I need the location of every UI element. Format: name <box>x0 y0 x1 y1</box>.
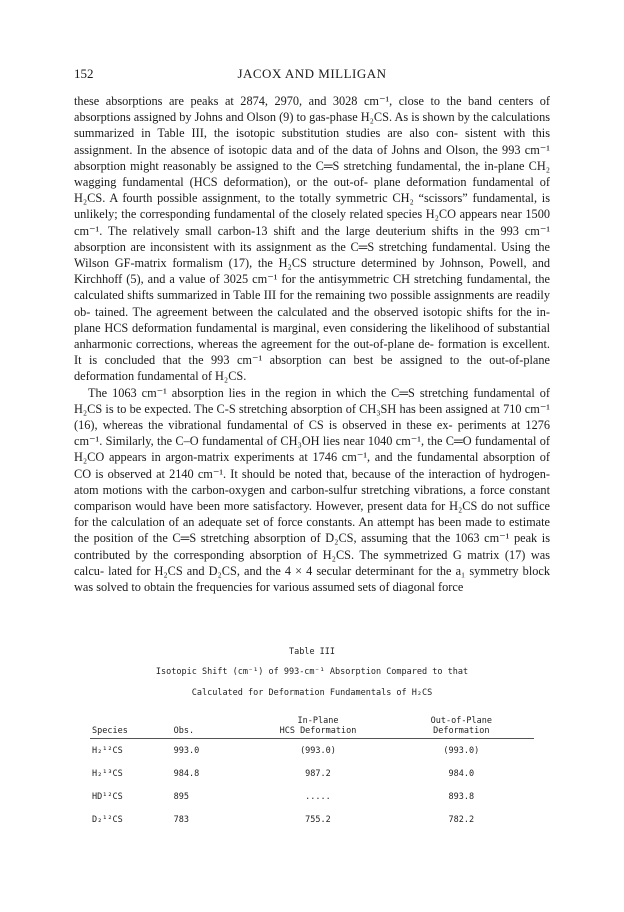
running-head: JACOX AND MILLIGAN <box>237 66 387 81</box>
text-line: satisfactory. However, present data for H₂CS do not suffice for the calculation of an <box>74 499 551 530</box>
text-line: plane deformation fundamental of H₂CS. A fourth possible assignment, to the totally <box>74 175 550 206</box>
table-caption-line-2: Calculated for Deformation Fundamentals of H₂CS <box>191 688 433 698</box>
text-line: Olson, the 993 cm⁻¹ absorption might reasonably be assigned to the C═S stretching <box>74 142 550 173</box>
page-number: 152 <box>74 66 94 81</box>
text-line: in-plane HCS deformation fundamental is marginal, even considering the likelihood of <box>74 304 550 335</box>
text-line: fundamental, the in-plane CH₂ wagging fundamental (HCS deformation), or the out-of- <box>74 158 550 190</box>
table-header-row <box>90 716 534 739</box>
text-line: calculations summarized in Table III, the isotopic substitution studies are also con- <box>74 110 551 141</box>
header-out-of-plane-line-1: Out-of-Plane <box>430 716 493 726</box>
cell-species: D₂¹²CS <box>92 814 123 825</box>
text-line: periments at 1276 cm⁻¹. Similarly, the C–O fundamental of CH₃OH lies near 1040 cm⁻¹, <box>74 418 551 449</box>
text-line: formation is excellent. It is concluded that the 993 cm⁻¹ absorption can best be assigned <box>74 337 550 368</box>
header-out-of-plane-line-2: Deformation <box>433 726 490 736</box>
text-line: substantial anharmonic corrections, whereas the agreement for the out-of-plane de- <box>74 320 551 352</box>
text-line: to the out-of-plane deformation fundamental of H₂CS. <box>74 353 550 384</box>
header-species: Species <box>90 716 174 739</box>
text-line: block was solved to obtain the frequencies for various assumed sets of diagonal force <box>74 563 550 595</box>
text-line: by the corresponding absorption of H₂CS. The symmetrized G matrix (17) was calcu- <box>74 547 550 578</box>
text-line: sistent with this assignment. In the absence of isotopic data and of the data of Johns and <box>74 126 551 157</box>
table-label: Table III <box>288 647 336 657</box>
text-line: the C═S stretching absorption of D₂CS, assuming that the 1063 cm⁻¹ peak is contributed <box>74 531 551 562</box>
table-caption-line-1: Isotopic Shift (cm⁻¹) of 993-cm⁻¹ Absorption Compared to that <box>155 667 469 677</box>
cell-in-plane: (993.0) <box>300 745 336 756</box>
text-line: tained. The agreement between the calculated and the observed isotopic shifts for the <box>95 304 532 319</box>
table-row <box>90 739 534 763</box>
table-iii <box>74 637 550 831</box>
text-line: carbon-sulfur stretching vibrations, a force constant comparison would have been more <box>74 482 550 514</box>
text-line: (17), the H₂CS structure determined by Johnson, Powell, and Kirchhoff (5), and a <box>74 256 550 287</box>
cell-in-plane: 755.2 <box>305 814 331 825</box>
text-line: value of 3025 cm⁻¹ for the antisymmetric CH stretching fundamental, the calculated <box>74 272 551 303</box>
text-line: shift and the large deuterium shifts in the 993 cm⁻¹ absorption are inconsistent with its <box>74 223 551 254</box>
cell-in-plane: 987.2 <box>305 768 331 779</box>
paragraph-2 <box>74 385 550 596</box>
text-line: that, because of the interaction of hydrogen-atom motions with the carbon-oxygen and <box>74 466 550 497</box>
text-line: lated for H₂CS and D₂CS, and the 4 × 4 secular determinant for the a₁ symmetry <box>108 563 519 578</box>
text-line: of H₂CS is to be expected. The C-S stretching absorption of CH₃SH has been assigned <box>74 385 550 416</box>
cell-obs: 783 <box>173 814 190 825</box>
text-line: at 710 cm⁻¹ (16), whereas the vibrational fundamental of CS is observed in these ex- <box>74 401 550 433</box>
cell-obs: 984.8 <box>173 768 200 779</box>
text-line: the closely related species H₂CO appears near 1500 cm⁻¹. The relatively small carbon-13 <box>74 207 551 238</box>
cell-out-of-plane: (993.0) <box>443 745 480 756</box>
cell-out-of-plane: 893.8 <box>448 791 475 802</box>
cell-out-of-plane: 984.0 <box>448 768 475 779</box>
text-line: adequate set of force constants. An attempt has been made to estimate the position of <box>74 515 551 546</box>
header-obs: Obs. <box>174 716 248 739</box>
text-line: absorptions assigned by Johns and Olson (9) to gas-phase H₂CS. As is shown by the <box>74 110 489 125</box>
table-row <box>90 762 534 785</box>
cell-species: H₂¹³CS <box>92 768 123 779</box>
text-line: and the fundamental absorption of CO is observed at 2140 cm⁻¹. It should be noted <box>74 450 550 481</box>
page-header <box>74 66 550 82</box>
cell-obs: 895 <box>173 791 190 802</box>
text-line: symmetric CH₂ “scissors” fundamental, is unlikely; the corresponding fundamental of <box>74 191 550 222</box>
header-in-plane-line-2: HCS Deformation <box>279 726 357 736</box>
table-row <box>90 808 534 831</box>
text-line: the C═O fundamental of H₂CO appears in argon-matrix experiments at 1746 cm⁻¹, <box>74 434 550 465</box>
paragraph-1 <box>74 93 550 385</box>
data-table <box>90 716 534 831</box>
cell-out-of-plane: 782.2 <box>448 814 475 825</box>
text-line: The 1063 cm⁻¹ absorption lies in the region in which the C═S stretching fundamental <box>88 385 535 400</box>
body-text <box>74 93 550 595</box>
header-out-of-plane <box>389 716 534 739</box>
text-line: shifts summarized in Table III for the remaining two possible assignments are readily ob- <box>74 288 550 319</box>
header-in-plane <box>247 716 388 739</box>
header-in-plane-line-1: In-Plane <box>297 716 339 726</box>
text-line: assignment as the C═S stretching fundamental. Using the Wilson GF-matrix formalism <box>74 239 551 271</box>
text-line: these absorptions are peaks at 2874, 2970, and 3028 cm⁻¹, close to the band centers of <box>74 94 550 108</box>
cell-species: H₂¹²CS <box>92 745 123 756</box>
cell-in-plane: ..... <box>305 791 331 802</box>
cell-species: HD¹²CS <box>92 791 123 802</box>
cell-obs: 993.0 <box>173 745 200 756</box>
table-row <box>90 785 534 808</box>
